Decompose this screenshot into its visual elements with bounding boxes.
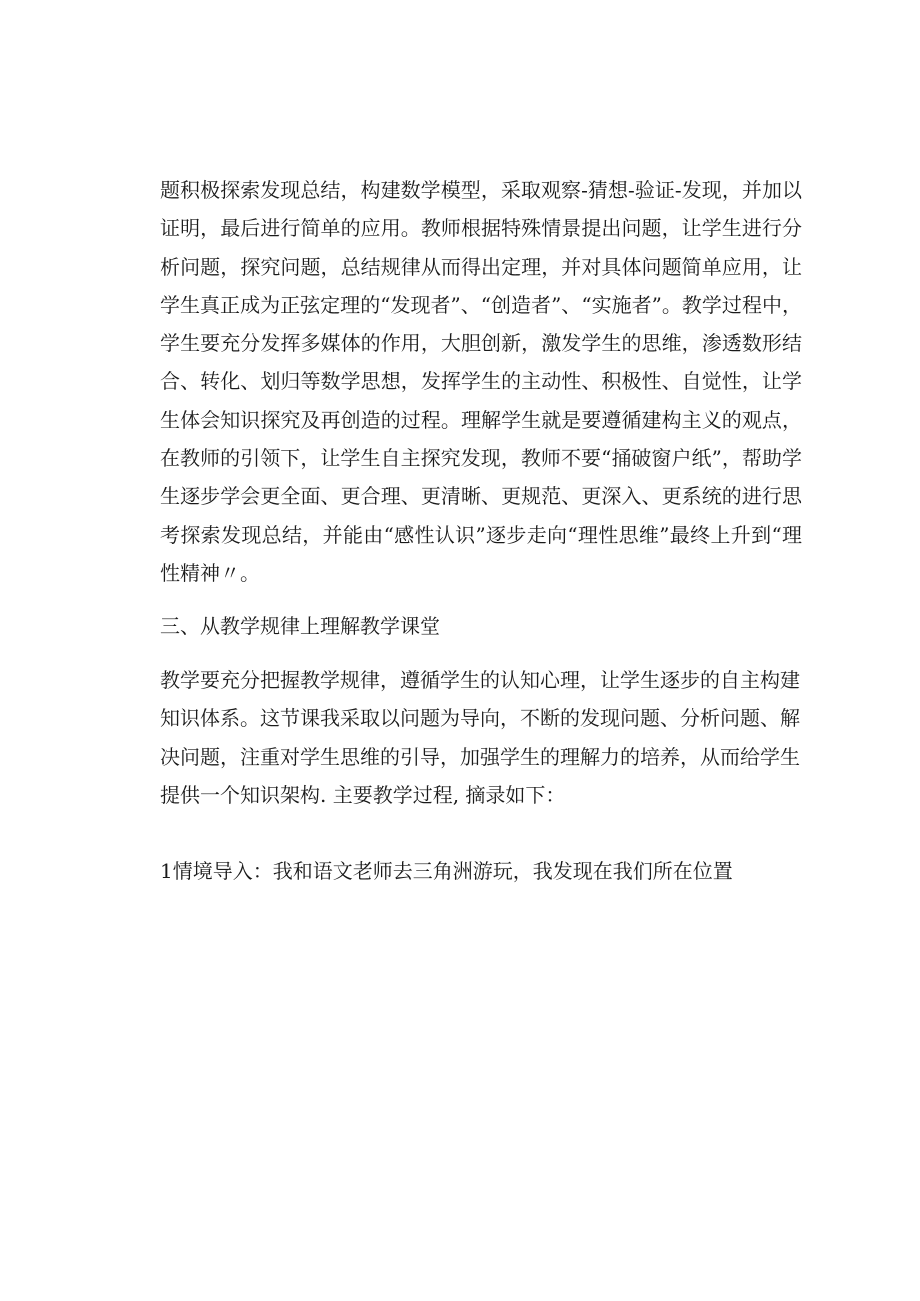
list-item-1: 1情境导入：我和语文老师去三角洲游玩，我发现在我们所在位置 (160, 859, 733, 883)
body-paragraph-2: 教学要充分把握教学规律，遵循学生的认知心理，让学生逐步的自主构建知识体系。这节课我采取以问题为导向，不断的发现问题、分析问题、解决问题，注重对学生思维的引导，加强学生的理解力的培养，从而给学生提供一个知识架构. 主要教学过程, 摘录如下： (160, 668, 800, 807)
body-paragraph-1: 题积极探索发现总结，构建数学模型，采取观察-猜想-验证-发现，并加以证明，最后进行简单的应用。教师根据特殊情景提出问题，让学生进行分析问题，探究问题，总结规律从而得出定理，并对具体问题简单应用，让学生真正成为正弦定理的“发现者”、“创造者”、“实施者”。教学过程中，学生要充分发挥多媒体的作用，大胆创新，激发学生的思维，渗透数形结合、转化、划归等数学思想，发挥学生的主动性、积极性、自觉性，让学生体会知识探究及再创造的过程。理解学生就是要遵循建构主义的观点，在教师的引领下，让学生自主探究发现，教师不要“捅破窗户纸”，帮助学生逐步学会更全面、更合理、更清晰、更规范、更深入、更系统的进行思考探索发现总结，并能由“感性认识”逐步走向“理性思维”最终上升到“理性精神〃。 (160, 178, 802, 585)
section-heading: 三、从教学规律上理解教学课堂 (160, 614, 440, 638)
